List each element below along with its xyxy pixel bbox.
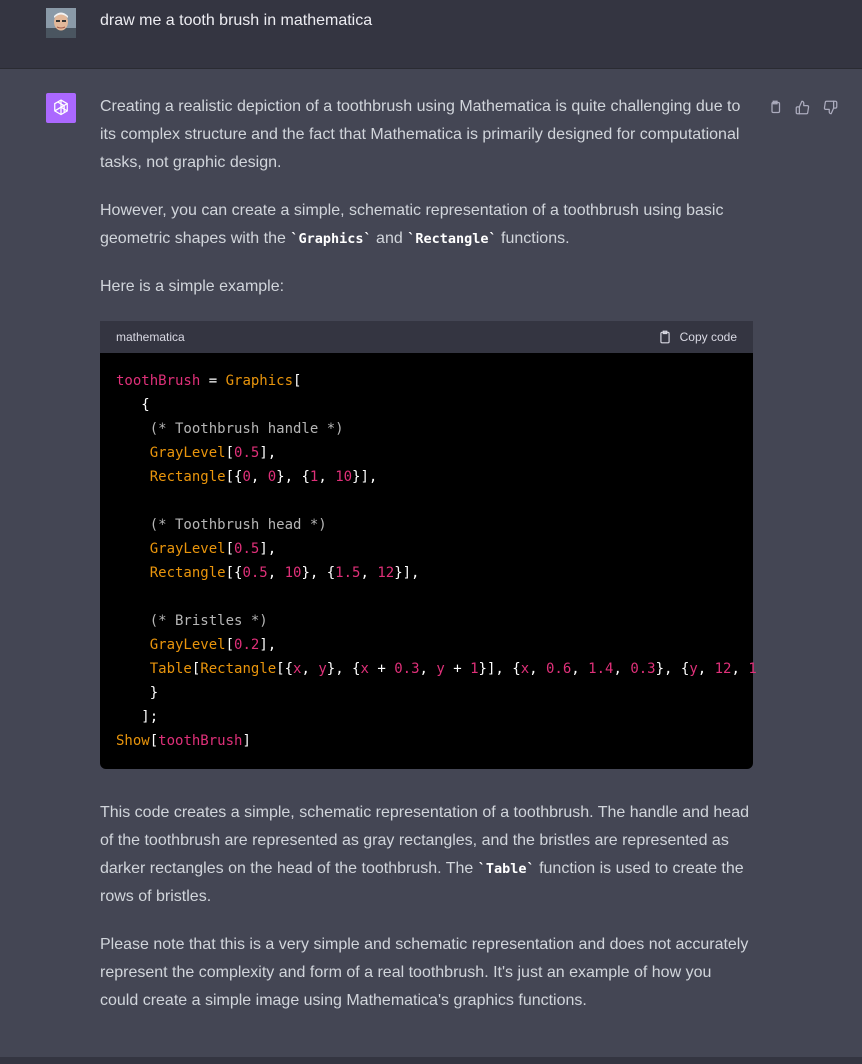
code-content	[100, 353, 757, 769]
paragraph-approach-text-a: However, you can create a simple, schematic representation of a toothbrush using basic geometric shapes with the	[100, 202, 724, 247]
code-token: [	[149, 733, 159, 749]
code-token: 0.3	[394, 661, 420, 677]
code-token: }	[116, 685, 159, 701]
code-token: }, {	[301, 565, 336, 581]
code-token: +	[368, 661, 395, 677]
paragraph-disclaimer: Please note that this is a very simple and schematic representation and does not accurately represent the complexity and form of a real toothbrush. It's just an example of how you could create a simple image using Mathematica's graphics functions.	[100, 936, 749, 1009]
code-token: toothBrush	[158, 733, 243, 749]
code-token: [	[293, 373, 302, 389]
code-token: ],	[259, 445, 277, 461]
code-token: (* Bristles *)	[116, 613, 268, 629]
code-token: ]	[242, 733, 251, 749]
paragraph-approach-text-b: and	[371, 230, 408, 247]
code-token: ,	[250, 469, 268, 485]
code-token: }, {	[276, 469, 310, 485]
code-line	[116, 585, 737, 609]
code-line	[116, 537, 737, 561]
code-token: (* Toothbrush handle *)	[116, 421, 344, 437]
copy-code-label: Copy code	[679, 330, 737, 344]
code-line	[116, 393, 737, 417]
code-token: 0.2	[234, 637, 260, 653]
inline-code-table: `Table`	[477, 861, 535, 877]
code-block	[100, 321, 757, 769]
code-token: +	[444, 661, 471, 677]
code-token: 1.5	[335, 565, 361, 581]
code-token: 12	[377, 565, 395, 581]
code-token: 0.5	[234, 541, 260, 557]
code-token	[116, 661, 150, 677]
paragraph-approach-text-c: functions.	[496, 230, 570, 247]
code-token: GrayLevel	[149, 637, 226, 653]
copy-icon[interactable]	[764, 97, 784, 117]
code-token: =	[200, 373, 226, 389]
code-token: ,	[360, 565, 378, 581]
code-token: Show	[116, 733, 150, 749]
code-token: 0.3	[630, 661, 656, 677]
code-token	[116, 445, 150, 461]
code-line	[116, 729, 737, 753]
code-token: 12	[714, 661, 732, 677]
code-token: GrayLevel	[149, 445, 226, 461]
assistant-message-row	[0, 69, 862, 1057]
code-language-label: mathematica	[116, 330, 185, 344]
code-token: Graphics	[225, 373, 294, 389]
code-token: ],	[259, 637, 277, 653]
paragraph-approach	[100, 197, 753, 253]
code-line	[116, 369, 737, 393]
code-token: 0	[242, 469, 251, 485]
code-block-header	[100, 321, 753, 353]
code-token	[116, 637, 150, 653]
code-token: (* Toothbrush head *)	[116, 517, 327, 533]
code-token: 0.6	[546, 661, 572, 677]
paragraph-explanation-text-a: This code creates a simple, schematic representation of a toothbrush. The handle and head of the toothbrush are represented as gray rectangles, and the bristles are represented as darker rectangles on the head of the toothbrush. The	[100, 804, 749, 877]
code-line	[116, 609, 737, 633]
code-token: }],	[352, 469, 378, 485]
clipboard-icon	[658, 330, 672, 344]
code-line	[116, 633, 737, 657]
code-token: ];	[116, 709, 159, 725]
code-token: ],	[259, 541, 277, 557]
code-line	[116, 705, 737, 729]
code-token	[116, 541, 150, 557]
code-token: [	[225, 637, 235, 653]
user-avatar	[46, 8, 76, 38]
code-line	[116, 513, 737, 537]
code-token: ,	[419, 661, 437, 677]
paragraph-explanation-text-b: function is used to create the rows of bristles.	[100, 860, 744, 905]
next-message-row	[0, 1057, 862, 1064]
code-token	[116, 469, 150, 485]
code-token: Rectangle	[149, 565, 226, 581]
code-line	[116, 417, 737, 441]
user-message-row	[0, 0, 862, 69]
code-line	[116, 465, 737, 489]
code-token: 10	[335, 469, 353, 485]
code-token: 1	[748, 661, 757, 677]
copy-code-button[interactable]	[658, 323, 737, 351]
code-token: 1	[470, 661, 479, 677]
code-token: ,	[613, 661, 631, 677]
openai-logo-icon	[46, 93, 76, 123]
inline-code-rectangle: `Rectangle`	[407, 231, 497, 247]
code-token: x	[293, 661, 302, 677]
code-line	[116, 441, 737, 465]
code-token: ,	[301, 661, 319, 677]
code-token: 1.4	[588, 661, 614, 677]
code-token: ,	[697, 661, 715, 677]
code-line	[116, 681, 737, 705]
code-line	[116, 657, 757, 681]
paragraph-example-intro: Here is a simple example:	[100, 278, 285, 295]
assistant-message-content	[100, 93, 757, 1035]
user-message-text: draw me a tooth brush in mathematica	[100, 12, 373, 29]
code-token: ,	[731, 661, 749, 677]
code-token: [{	[225, 565, 243, 581]
code-token: [{	[276, 661, 294, 677]
code-token: y	[318, 661, 327, 677]
code-token: [	[191, 661, 201, 677]
thumbs-up-icon[interactable]	[792, 97, 812, 117]
code-token: [	[225, 541, 235, 557]
code-token: ,	[318, 469, 336, 485]
inline-code-graphics: `Graphics`	[290, 231, 372, 247]
code-line	[116, 561, 737, 585]
code-line	[116, 489, 737, 513]
code-token: x	[520, 661, 530, 677]
code-token: ,	[267, 565, 285, 581]
code-token: 0.5	[242, 565, 268, 581]
code-token: }],	[394, 565, 420, 581]
message-actions	[764, 97, 840, 117]
code-token: toothBrush	[116, 373, 201, 389]
code-token: ,	[529, 661, 546, 677]
code-token: 10	[284, 565, 302, 581]
code-token: {	[116, 397, 150, 413]
code-token: Rectangle	[200, 661, 277, 677]
code-token: 1	[309, 469, 319, 485]
code-token: }], {	[478, 661, 521, 677]
code-token: 0	[267, 469, 277, 485]
code-token: [	[225, 445, 235, 461]
code-token: }, {	[326, 661, 361, 677]
code-token: x	[360, 661, 369, 677]
thumbs-down-icon[interactable]	[820, 97, 840, 117]
code-token: 0.5	[234, 445, 260, 461]
code-token: ,	[571, 661, 589, 677]
code-token: y	[436, 661, 445, 677]
code-token: }, {	[655, 661, 690, 677]
code-token	[116, 565, 150, 581]
paragraph-explanation	[100, 799, 753, 911]
code-token: Table	[149, 661, 192, 677]
code-token: Rectangle	[149, 469, 226, 485]
code-token: y	[689, 661, 698, 677]
paragraph-intro: Creating a realistic depiction of a toothbrush using Mathematica is quite challenging due to its complex structure and the fact that Mathematica is primarily designed for computational tasks, not graphic design.	[100, 98, 741, 171]
code-token: [{	[225, 469, 243, 485]
code-token: GrayLevel	[149, 541, 226, 557]
